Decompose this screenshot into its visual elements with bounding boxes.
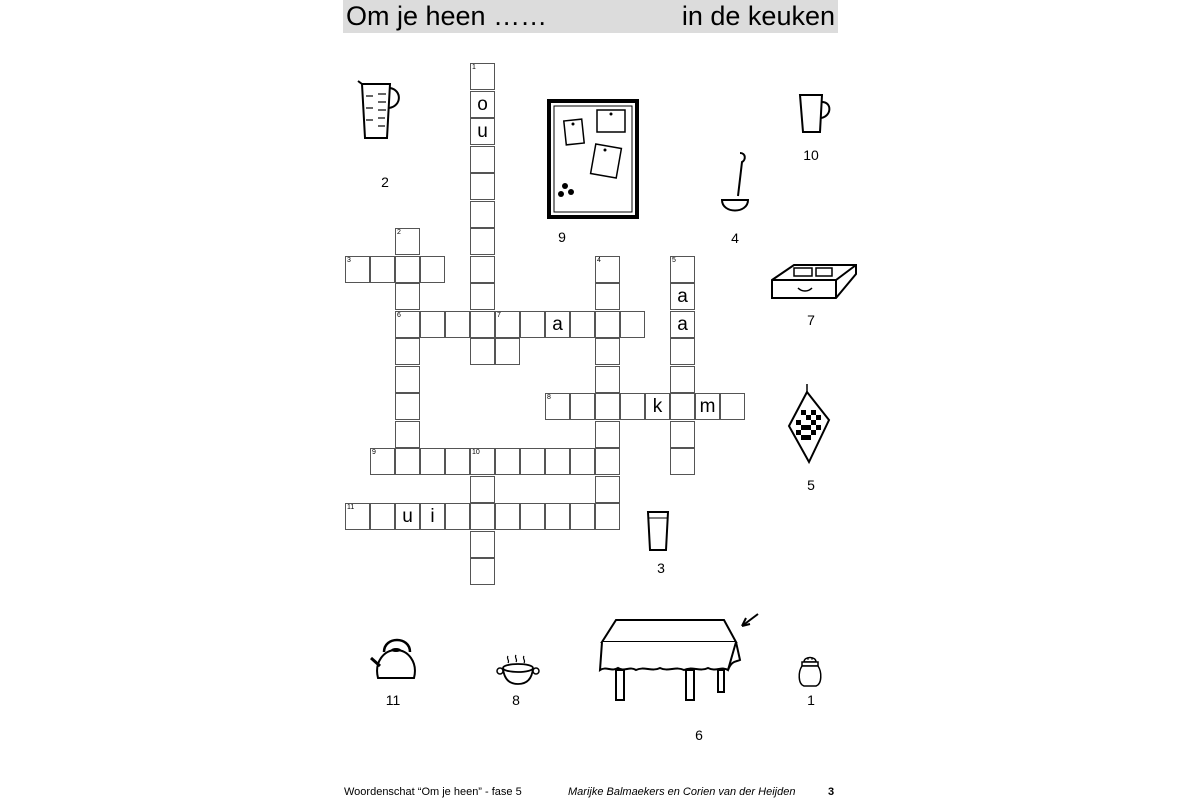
picture-label: 8	[512, 692, 520, 708]
clue-number: 7	[497, 311, 501, 319]
picture-label: 5	[807, 477, 815, 493]
crossword-cell	[395, 228, 420, 255]
crossword-cell	[595, 503, 620, 530]
crossword-cell	[470, 476, 495, 503]
clue-number: 5	[672, 256, 676, 264]
crossword-cell	[545, 393, 570, 420]
crossword-cell	[570, 448, 595, 475]
drawer-icon	[768, 262, 860, 302]
crossword-cell	[395, 311, 420, 338]
given-letter: i	[430, 506, 435, 527]
crossword-cell	[395, 503, 420, 530]
crossword-cell	[595, 476, 620, 503]
clue-number: 9	[372, 449, 376, 456]
crossword-cell	[595, 421, 620, 448]
crossword-cell	[495, 338, 520, 365]
crossword-cell	[545, 503, 570, 530]
picture-label: 4	[731, 230, 739, 246]
footer-authors: Marijke Balmaekers en Corien van der Heijden	[568, 786, 796, 798]
crossword-cell	[445, 503, 470, 530]
given-letter: a	[677, 313, 688, 335]
crossword-cell	[495, 311, 520, 338]
picture-label: 3	[657, 560, 665, 576]
crossword-cell	[495, 503, 520, 530]
crossword-cell	[370, 503, 395, 530]
pinboard-icon	[545, 98, 641, 222]
crossword-cell	[670, 448, 695, 475]
crossword-cell	[470, 201, 495, 228]
crossword-cell	[470, 228, 495, 255]
page-subtitle: in de keuken	[681, 1, 835, 31]
crossword-cell	[470, 63, 495, 90]
crossword-cell	[470, 448, 495, 475]
picture-label: 11	[385, 692, 401, 708]
clue-number: 6	[397, 311, 401, 319]
crossword-cell	[395, 283, 420, 310]
crossword-cell	[520, 448, 545, 475]
crossword-cell	[670, 421, 695, 448]
crossword-cell	[570, 393, 595, 420]
crossword-cell	[345, 503, 370, 530]
picture-label: 10	[803, 147, 819, 163]
clue-number: 1	[472, 64, 476, 71]
clue-number: 3	[347, 256, 351, 264]
crossword-cell	[670, 338, 695, 365]
crossword-cell	[595, 366, 620, 393]
crossword-cell	[395, 448, 420, 475]
crossword-cell	[545, 448, 570, 475]
tablecloth-icon	[596, 612, 762, 708]
clue-number: 10	[472, 449, 480, 456]
crossword-cell	[420, 256, 445, 283]
kettle-icon	[368, 632, 426, 684]
given-letter: a	[677, 286, 688, 307]
crossword-cell	[595, 256, 620, 283]
crossword-cell	[570, 311, 595, 338]
crossword-cell	[370, 256, 395, 283]
crossword-cell	[395, 366, 420, 393]
picture-label: 2	[381, 174, 389, 190]
picture-label: 7	[807, 312, 815, 328]
crossword-cell	[420, 311, 445, 338]
crossword-cell	[395, 338, 420, 365]
crossword-cell	[495, 448, 520, 475]
crossword-cell	[645, 393, 670, 420]
picture-label: 9	[558, 229, 566, 245]
crossword-cell	[670, 256, 695, 283]
crossword-cell	[670, 393, 695, 420]
page-number: 3	[828, 786, 835, 798]
crossword-cell	[395, 393, 420, 420]
bowl-icon	[496, 654, 540, 688]
crossword-cell	[620, 393, 645, 420]
footer-title: Woordenschat “Om je heen” - fase 5	[344, 786, 522, 798]
crossword-cell	[420, 448, 445, 475]
crossword-cell	[670, 366, 695, 393]
crossword-cell	[445, 311, 470, 338]
crossword-cell	[695, 393, 720, 420]
crossword-cell	[420, 503, 445, 530]
ladle-icon	[716, 150, 752, 216]
given-letter: u	[477, 121, 488, 142]
crossword-cell	[670, 311, 695, 338]
crossword-cell	[470, 283, 495, 310]
crossword-cell	[595, 311, 620, 338]
pot-holder-icon	[785, 382, 835, 466]
given-letter: o	[477, 93, 488, 115]
picture-label: 6	[695, 727, 703, 743]
given-letter: m	[699, 396, 716, 417]
crossword-cell	[470, 118, 495, 145]
crossword-cell	[370, 448, 395, 475]
crossword-cell	[570, 503, 595, 530]
crossword-cell	[470, 311, 495, 338]
page-title: Om je heen ……	[346, 1, 548, 31]
crossword-cell	[670, 283, 695, 310]
crossword-cell	[595, 448, 620, 475]
crossword-cell	[470, 558, 495, 585]
crossword-cell	[395, 256, 420, 283]
salt-shaker-icon	[796, 654, 824, 690]
crossword-cell	[595, 338, 620, 365]
crossword-cell	[720, 393, 745, 420]
crossword-cell	[470, 338, 495, 365]
crossword-cell	[520, 311, 545, 338]
clue-number: 4	[597, 256, 601, 264]
crossword-cell	[595, 283, 620, 310]
mug-icon	[796, 92, 836, 136]
clue-number: 2	[397, 229, 401, 236]
crossword-cell	[470, 503, 495, 530]
crossword-cell	[470, 173, 495, 200]
glass-icon	[645, 508, 671, 554]
crossword-cell	[620, 311, 645, 338]
crossword-cell	[595, 393, 620, 420]
crossword-cell	[470, 91, 495, 118]
given-letter: u	[402, 506, 413, 527]
crossword-cell	[445, 448, 470, 475]
given-letter: a	[552, 313, 563, 335]
crossword-cell	[545, 311, 570, 338]
crossword-cell	[470, 256, 495, 283]
crossword-cell	[520, 503, 545, 530]
crossword-cell	[470, 531, 495, 558]
crossword-cell	[395, 421, 420, 448]
picture-label: 1	[807, 692, 815, 708]
clue-number: 11	[347, 504, 355, 511]
given-letter: k	[652, 396, 663, 417]
clue-number: 8	[547, 394, 551, 401]
crossword-cell	[345, 256, 370, 283]
measuring-jug-icon	[356, 78, 404, 144]
crossword-cell	[470, 146, 495, 173]
